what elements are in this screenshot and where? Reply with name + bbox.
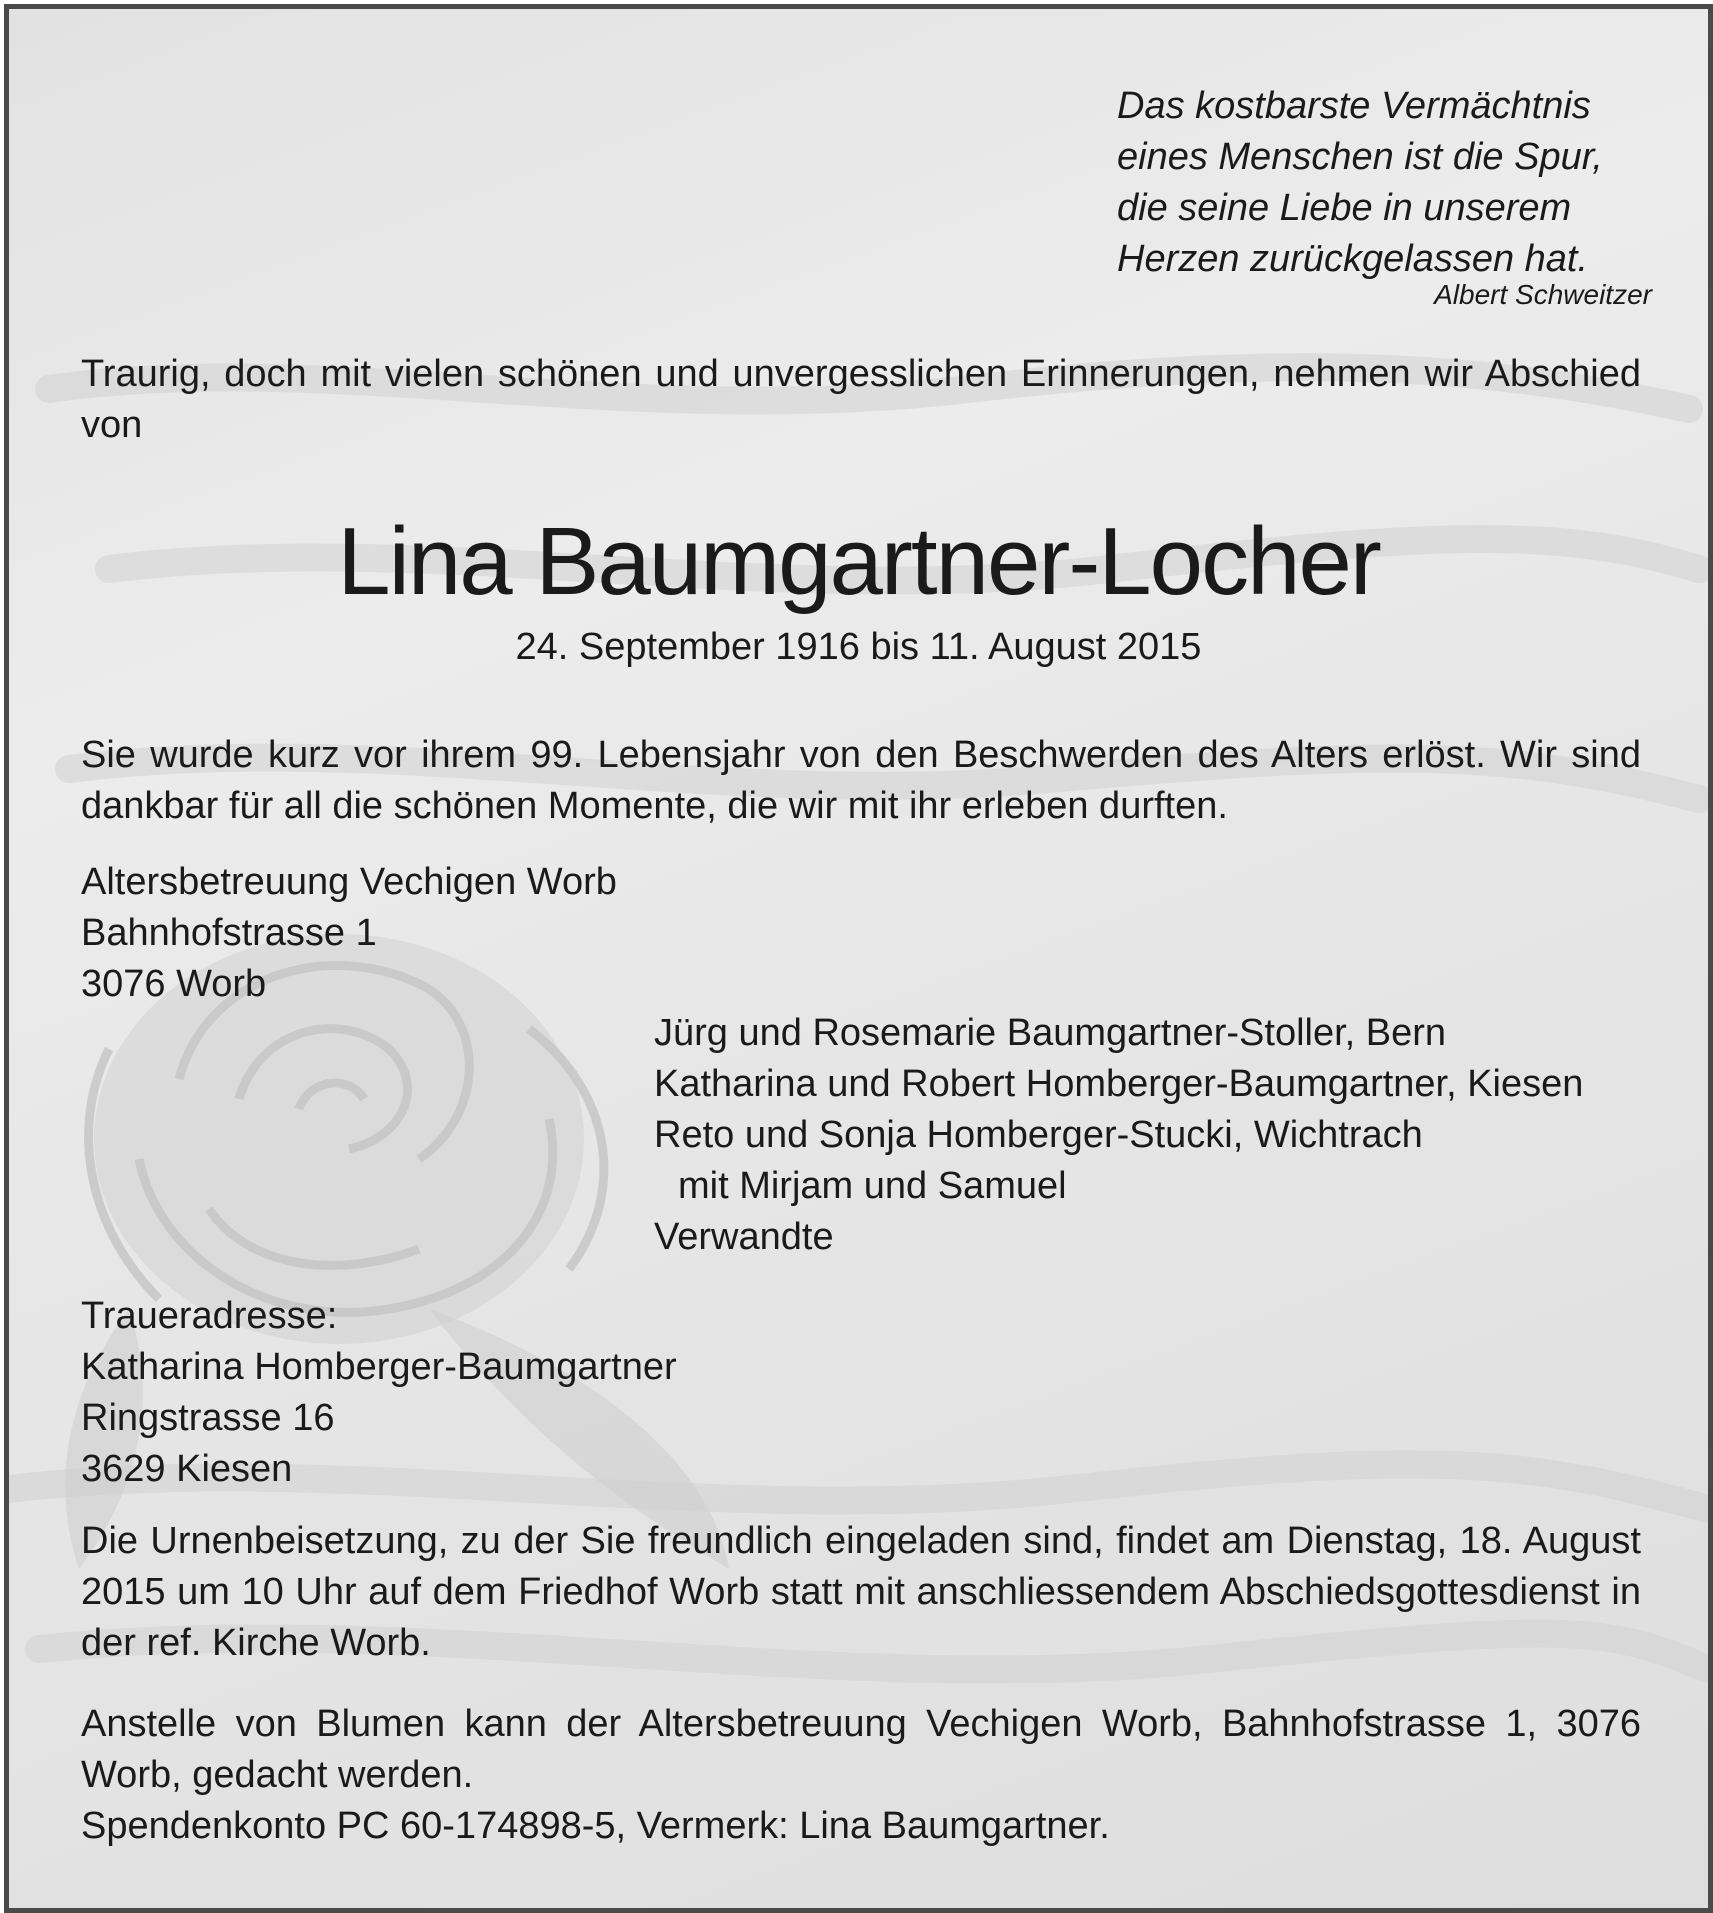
family-member: Katharina und Robert Homberger-Baumgartner, Kiesen — [654, 1063, 1584, 1105]
donation-section — [81, 1699, 1641, 1852]
life-dates: 24. September 1916 bis 11. August 2015 — [515, 626, 1202, 668]
mourning-address-name: Katharina Homberger-Baumgartner — [81, 1346, 677, 1388]
mourning-address-city: 3629 Kiesen — [81, 1448, 293, 1490]
donation-note: Anstelle von Blumen kann der Altersbetreuung Vechigen Worb, Bahnhofstrasse 1, 3076 Worb, gedacht werden. — [81, 1703, 1641, 1796]
deceased-name: Lina Baumgartner-Locher — [337, 508, 1380, 615]
death-note: Sie wurde kurz vor ihrem 99. Lebensjahr von den Beschwerden des Alters erlöst. Wir sind dankbar für all die schönen Momente, die wir mit ihr erleben durften. — [81, 734, 1641, 827]
mourning-address-label: Traueradresse: — [81, 1295, 338, 1337]
family-member: Reto und Sonja Homberger-Stucki, Wichtrach — [654, 1114, 1423, 1156]
institution-street: Bahnhofstrasse 1 — [81, 912, 377, 954]
quote-line: Das kostbarste Vermächtnis — [1117, 85, 1591, 127]
quote-author: Albert Schweitzer — [1434, 279, 1652, 310]
institution-city: 3076 Worb — [81, 963, 267, 1005]
family-list — [654, 1008, 1583, 1263]
quote-line: Herzen zurückgelassen hat. — [1117, 238, 1589, 280]
quote — [1117, 81, 1647, 285]
institution-address — [81, 857, 617, 1010]
family-member: Verwandte — [654, 1216, 834, 1258]
family-member: mit Mirjam und Samuel — [678, 1165, 1067, 1207]
quote-line: eines Menschen ist die Spur, — [1117, 136, 1603, 178]
burial-note: Die Urnenbeisetzung, zu der Sie freundlich eingeladen sind, findet am Dienstag, 18. August 2015 um 10 Uhr auf dem Friedhof Worb statt mit anschliessendem Abschiedsgottesdienst in der ref. Kirche Worb. — [81, 1520, 1641, 1664]
mourning-address — [81, 1291, 677, 1495]
obituary-notice — [4, 4, 1713, 1913]
donation-account: Spendenkonto PC 60-174898-5, Vermerk: Lina Baumgartner. — [81, 1805, 1110, 1847]
quote-line: die seine Liebe in unserem — [1117, 187, 1572, 229]
family-member: Jürg und Rosemarie Baumgartner-Stoller, Bern — [654, 1012, 1447, 1054]
intro-text: Traurig, doch mit vielen schönen und unvergesslichen Erinnerungen, nehmen wir Abschied von — [81, 353, 1641, 446]
mourning-address-street: Ringstrasse 16 — [81, 1397, 335, 1439]
institution-name: Altersbetreuung Vechigen Worb — [81, 861, 617, 903]
